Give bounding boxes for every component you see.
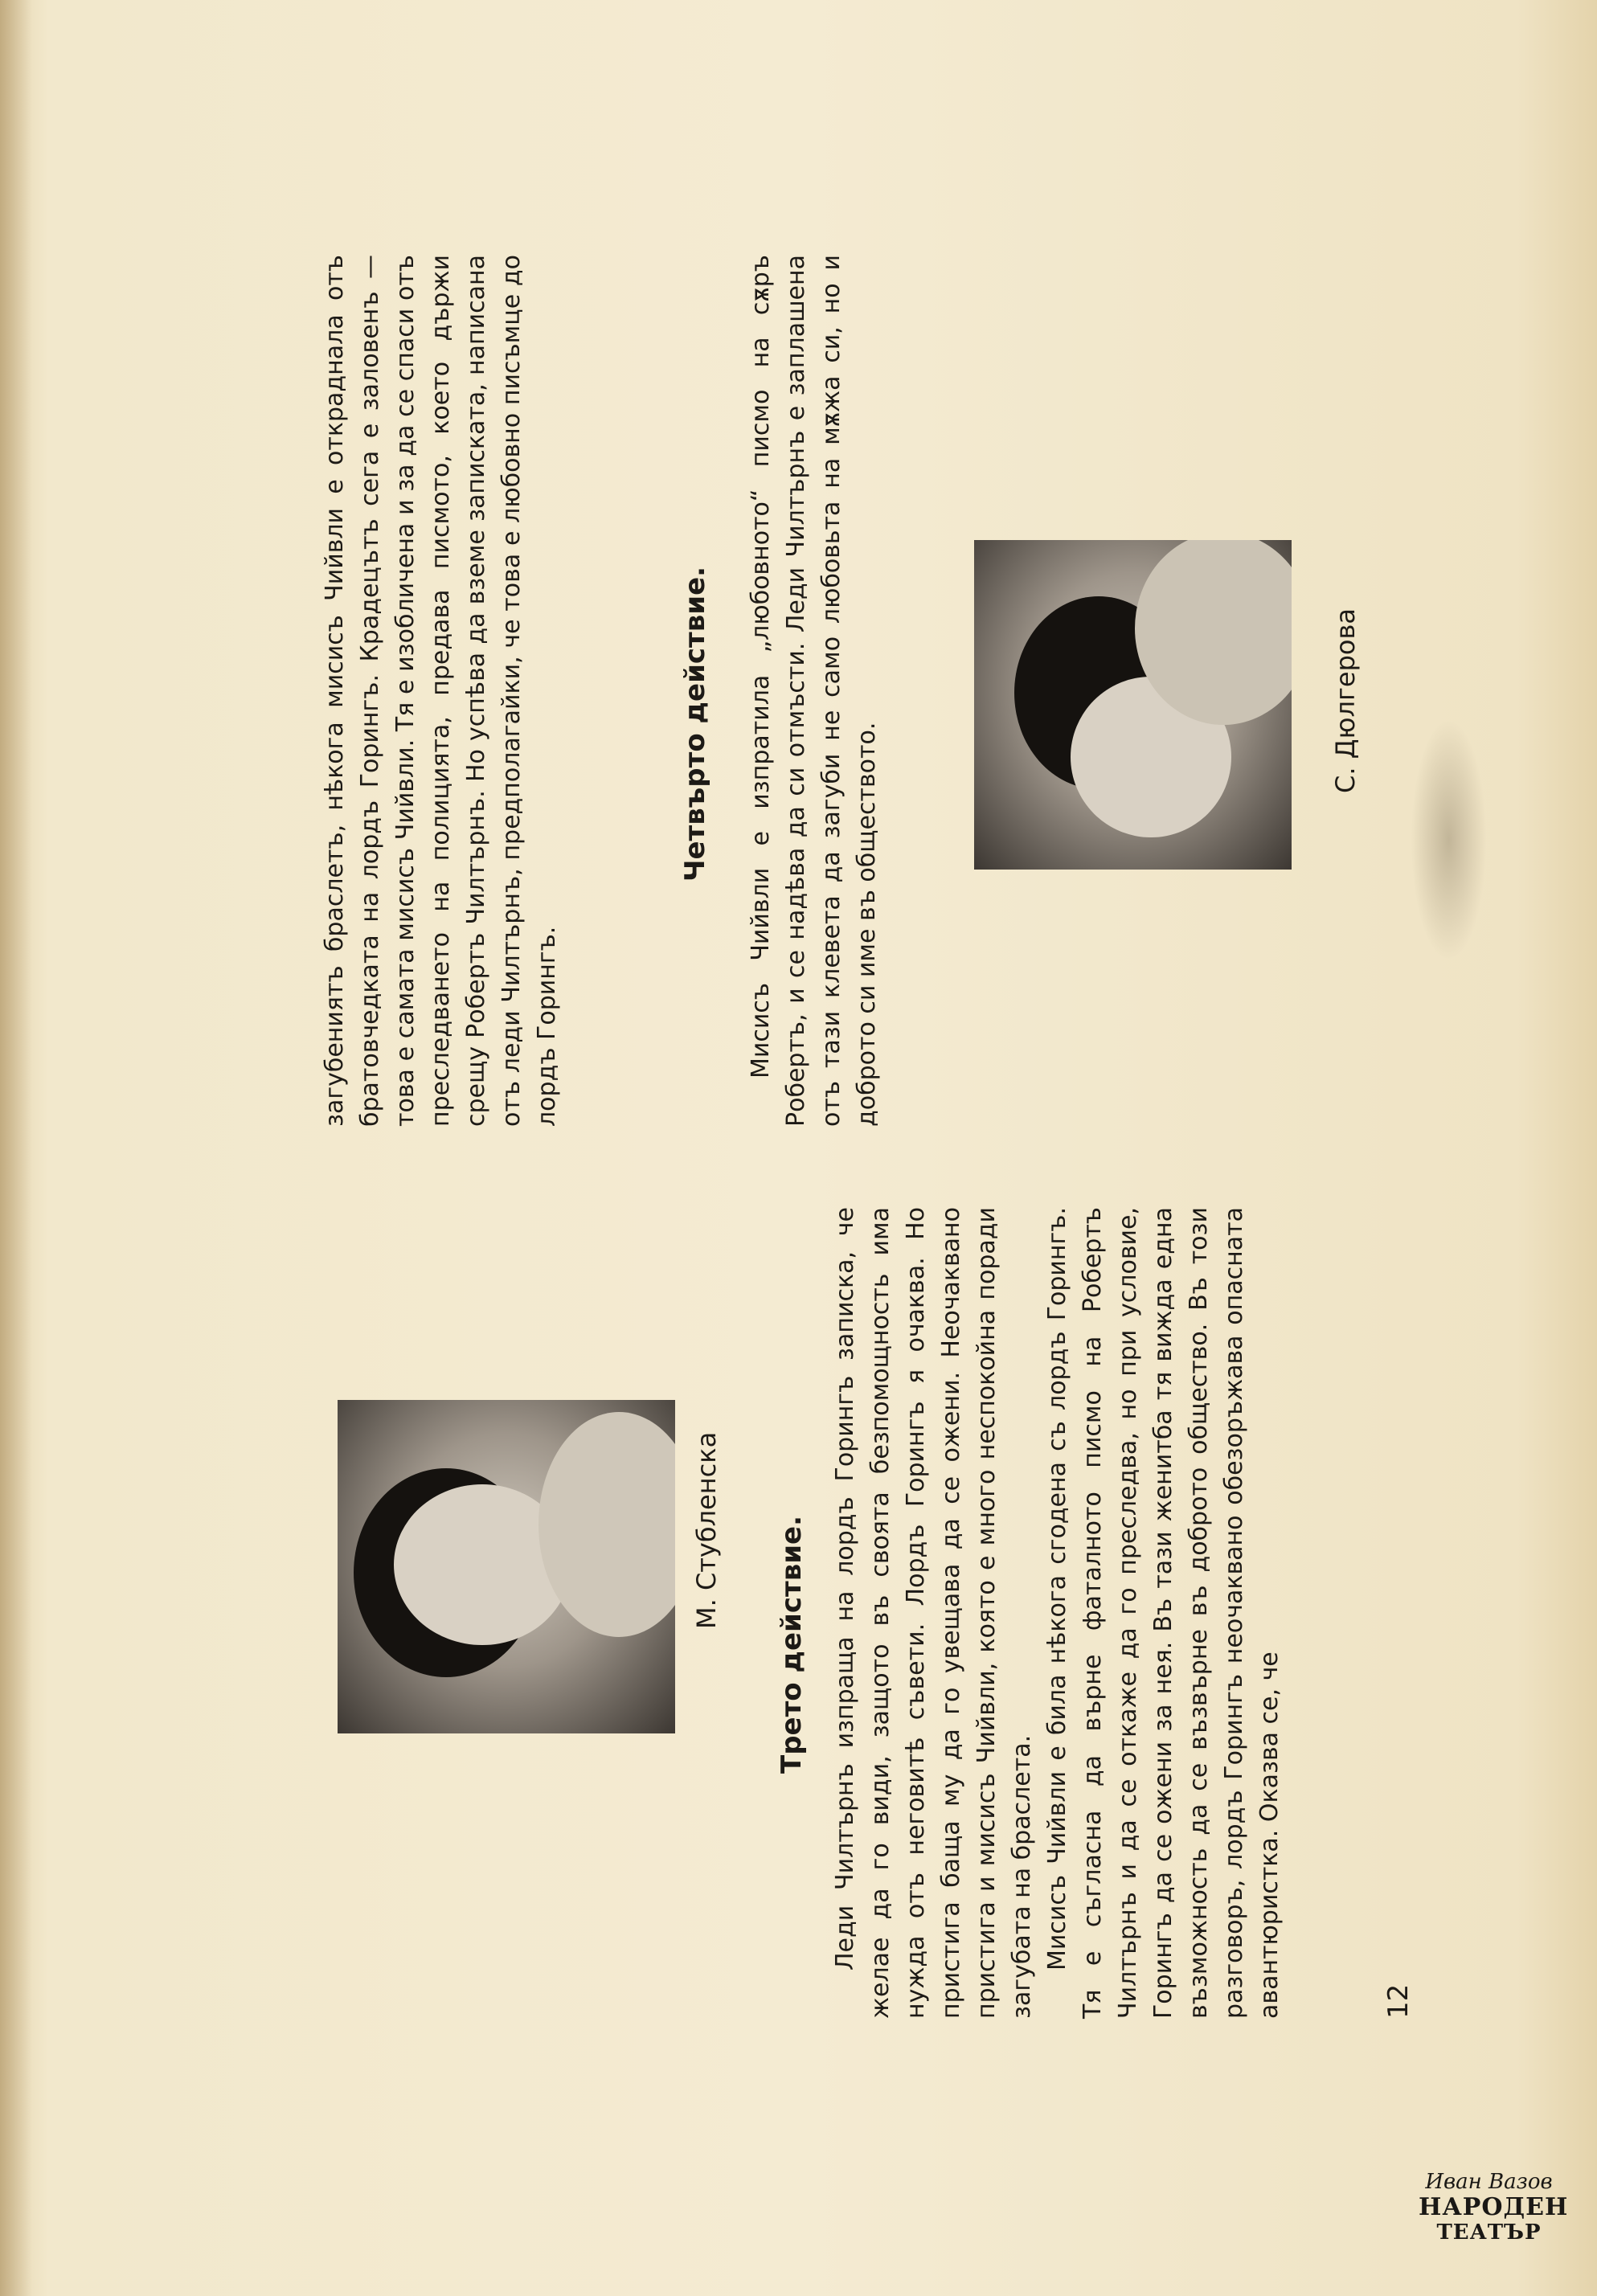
section-heading-act-four: Четвърто действие. [679, 566, 711, 882]
text-column-left [828, 1207, 1288, 2019]
text-column-right-lower [743, 255, 885, 1127]
section-heading-act-three: Трето действие. [776, 1515, 808, 1774]
page-number: 12 [1382, 1983, 1415, 2019]
paragraph: Мисисъ Чийвли е изпратила „любовното“ писмо на сѫръ Робертъ, и се надѣва да си отмъсти. Леди Чилтърнъ е заплашена отъ тази клевета да загуби не само любовьта на мѫжа си, но и доброто си име въ обществото. [747, 255, 881, 1127]
photo-caption-stublenska: М. Стубленска [691, 1431, 722, 1629]
national-theatre-logo [1419, 2170, 1569, 2258]
paragraph: Леди Чилтърнъ изпраща на лордъ Горингъ записка, че желае да го види, защото въ своята безпомощность има нужда отъ неговитѣ съвети. Лордъ Горингъ я очаква. Но пристига баща му да го увещава да се ожени. Неочаквано пристига и мисисъ Чийвли, която е много неспокойна поради загубата на браслета. [831, 1207, 1036, 2019]
paragraph: загубениятъ браслетъ, нѣкога мисисъ Чийвли е откраднала отъ братовчедката на лордъ Горингъ. Крадецътъ сега е заловенъ — това е самата мисисъ Чийвли. Тя е изобличена и за да се спаси отъ преследването на полицията, предава писмото, което държи срещу Робертъ Чилтърнъ. Но успѣва да вземе записката, написана отъ леди Чилтърнъ, предполагайки, че това е любовно писъмце до лордъ Горингъ. [321, 255, 561, 1127]
logo-line-1: НАРОДЕН [1419, 2193, 1569, 2221]
portrait-photo-dyulgerova [974, 540, 1292, 870]
logo-line-2: ТЕАТЪР [1436, 2220, 1542, 2245]
text-column-right [317, 255, 565, 1127]
logo-script: Иван Вазов [1425, 2170, 1553, 2194]
portrait-photo-stublenska [338, 1400, 675, 1733]
paragraph: Мисисъ Чийвли е била нѣкога сгодена съ лордъ Горингъ. Тя е съгласна да върне фаталното писмо на Робертъ Чилтърнъ и да се откаже да го преследва, но при условие, Горингъ да се ожени за нея. Въ тази женитба тя вижда една възможность да се възвърне въ доброто общество. Въ този разговоръ, лордъ Горингъ неочаквано обезоръжава опасната авантюристка. Оказва се, че [1043, 1207, 1284, 2019]
photo-caption-dyulgerova: С. Дюлгерова [1330, 608, 1361, 793]
